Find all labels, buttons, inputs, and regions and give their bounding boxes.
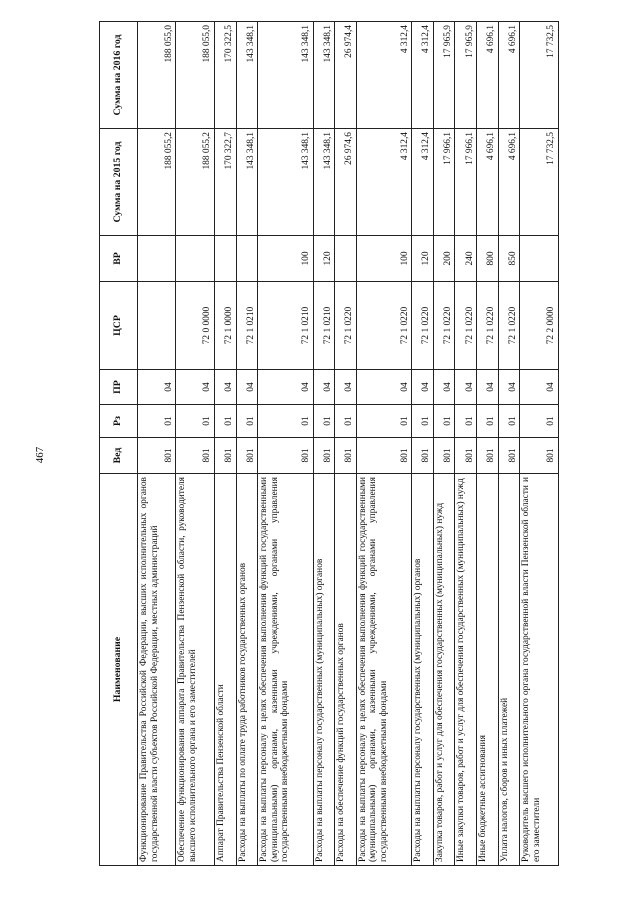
row-vr: 100	[356, 236, 411, 282]
row-rz: 01	[412, 405, 434, 438]
row-sum-2015: 143 348,1	[313, 129, 335, 236]
row-csr: 72 1 0220	[498, 282, 520, 370]
row-pr: 04	[412, 370, 434, 405]
row-vr	[176, 236, 214, 282]
row-pr: 04	[356, 370, 411, 405]
row-sum-2015: 143 348,1	[236, 129, 258, 236]
row-ved: 801	[214, 438, 236, 474]
row-sum-2016: 4 312,4	[412, 22, 434, 129]
row-pr: 04	[313, 370, 335, 405]
row-pr: 04	[335, 370, 357, 405]
row-csr: 72 2 0000	[520, 282, 559, 370]
table-row	[236, 22, 258, 866]
row-csr: 72 1 0220	[335, 282, 357, 370]
row-name: Расходы на выплаты персоналу государственных (муниципальных) органов	[313, 474, 335, 866]
row-pr: 04	[138, 370, 176, 405]
row-ved: 801	[455, 438, 477, 474]
row-sum-2015: 17 966,1	[433, 129, 455, 236]
row-name: Расходы на выплаты персоналу в целях обеспечения выполнения функций государственными (муниципальными) органами, казенными учреждениями, органами управления государственными внебюджетными фондами	[356, 474, 411, 866]
row-sum-2016: 143 348,1	[236, 22, 258, 129]
table-row	[258, 22, 313, 866]
row-csr: 72 0 0000	[176, 282, 214, 370]
row-ved: 801	[520, 438, 559, 474]
row-rz: 01	[214, 405, 236, 438]
budget-table	[99, 21, 559, 866]
row-pr: 04	[455, 370, 477, 405]
table-row	[412, 22, 434, 866]
row-rz: 01	[313, 405, 335, 438]
table-row	[335, 22, 357, 866]
row-sum-2015: 4 696,1	[477, 129, 499, 236]
row-sum-2015: 17 732,5	[520, 129, 559, 236]
row-ved: 801	[477, 438, 499, 474]
row-csr	[138, 282, 176, 370]
row-csr: 72 1 0220	[433, 282, 455, 370]
row-sum-2016: 4 696,1	[477, 22, 499, 129]
row-rz: 01	[176, 405, 214, 438]
row-sum-2015: 4 696,1	[498, 129, 520, 236]
row-pr: 04	[258, 370, 313, 405]
row-vr	[520, 236, 559, 282]
table-row	[138, 22, 176, 866]
table-row	[455, 22, 477, 866]
row-vr	[236, 236, 258, 282]
header-vr: ВР	[100, 236, 138, 282]
row-rz: 01	[433, 405, 455, 438]
row-name: Расходы на обеспечение функций государственных органов	[335, 474, 357, 866]
row-sum-2015: 170 322,7	[214, 129, 236, 236]
row-vr: 120	[313, 236, 335, 282]
table-row	[313, 22, 335, 866]
row-ved: 801	[236, 438, 258, 474]
header-name: Наименование	[100, 474, 138, 866]
row-sum-2016: 17 732,5	[520, 22, 559, 129]
table-row	[433, 22, 455, 866]
row-sum-2016: 4 696,1	[498, 22, 520, 129]
row-ved: 801	[313, 438, 335, 474]
row-vr: 240	[455, 236, 477, 282]
row-rz: 01	[335, 405, 357, 438]
row-vr: 850	[498, 236, 520, 282]
row-pr: 04	[176, 370, 214, 405]
row-name: Расходы на выплаты персоналу в целях обеспечения выполнения функций государственными (муниципальными) органами, казенными учреждениями, органами управления государственными внебюджетными фондами	[258, 474, 313, 866]
page-number: 467	[34, 446, 46, 464]
row-name: Закупка товаров, работ и услуг для обеспечения государственных (муниципальных) нужд	[433, 474, 455, 866]
row-ved: 801	[412, 438, 434, 474]
row-csr: 72 1 0220	[412, 282, 434, 370]
row-sum-2015: 4 312,4	[356, 129, 411, 236]
row-sum-2015: 188 055,2	[176, 129, 214, 236]
row-rz: 01	[455, 405, 477, 438]
row-csr: 72 1 0220	[455, 282, 477, 370]
header-pr: ПР	[100, 370, 138, 405]
row-sum-2015: 143 348,1	[258, 129, 313, 236]
row-rz: 01	[356, 405, 411, 438]
row-sum-2016: 26 974,4	[335, 22, 357, 129]
row-vr: 120	[412, 236, 434, 282]
row-pr: 04	[433, 370, 455, 405]
row-rz: 01	[520, 405, 559, 438]
row-vr	[138, 236, 176, 282]
row-sum-2015: 26 974,6	[335, 129, 357, 236]
row-ved: 801	[356, 438, 411, 474]
row-rz: 01	[138, 405, 176, 438]
row-ved: 801	[138, 438, 176, 474]
header-sum-2015: Сумма на 2015 год	[100, 129, 138, 236]
table-row	[498, 22, 520, 866]
row-vr: 200	[433, 236, 455, 282]
row-sum-2016: 143 348,1	[313, 22, 335, 129]
row-rz: 01	[236, 405, 258, 438]
table-row	[520, 22, 559, 866]
header-ved: Вед	[100, 438, 138, 474]
row-sum-2016: 188 055,0	[176, 22, 214, 129]
table-row	[214, 22, 236, 866]
table-row	[477, 22, 499, 866]
row-ved: 801	[176, 438, 214, 474]
row-sum-2016: 143 348,1	[258, 22, 313, 129]
row-rz: 01	[258, 405, 313, 438]
row-name: Функционирование Правительства Российской Федерации, высших исполнительных органов государственной власти субъектов Российской Федерации, местных администраций	[138, 474, 176, 866]
row-name: Иные бюджетные ассигнования	[477, 474, 499, 866]
row-sum-2015: 188 055,2	[138, 129, 176, 236]
row-vr: 800	[477, 236, 499, 282]
row-name: Аппарат Правительства Пензенской области	[214, 474, 236, 866]
row-csr: 72 1 0220	[356, 282, 411, 370]
row-name: Уплата налогов, сборов и иных платежей	[498, 474, 520, 866]
budget-table-container	[99, 22, 559, 866]
row-sum-2016: 17 965,9	[433, 22, 455, 129]
row-ved: 801	[258, 438, 313, 474]
row-name: Расходы на выплаты персоналу государственных (муниципальных) органов	[412, 474, 434, 866]
row-rz: 01	[477, 405, 499, 438]
row-name: Расходы на выплаты по оплате труда работников государственных органов	[236, 474, 258, 866]
row-ved: 801	[335, 438, 357, 474]
row-rz: 01	[498, 405, 520, 438]
row-sum-2015: 4 312,4	[412, 129, 434, 236]
row-sum-2016: 188 055,0	[138, 22, 176, 129]
row-csr: 72 1 0220	[477, 282, 499, 370]
table-row	[356, 22, 411, 866]
row-ved: 801	[433, 438, 455, 474]
row-csr: 72 1 0000	[214, 282, 236, 370]
header-csr: ЦСР	[100, 282, 138, 370]
row-pr: 04	[477, 370, 499, 405]
row-pr: 04	[498, 370, 520, 405]
row-sum-2016: 17 965,9	[455, 22, 477, 129]
row-pr: 04	[520, 370, 559, 405]
row-csr: 72 1 0210	[236, 282, 258, 370]
row-vr	[214, 236, 236, 282]
row-sum-2016: 4 312,4	[356, 22, 411, 129]
row-pr: 04	[236, 370, 258, 405]
header-rz: Рз	[100, 405, 138, 438]
row-name: Иные закупки товаров, работ и услуг для обеспечения государственных (муниципальных) нужд	[455, 474, 477, 866]
row-ved: 801	[498, 438, 520, 474]
row-sum-2016: 170 322,5	[214, 22, 236, 129]
row-name: Обеспечение функционирования аппарата Правительства Пензенской области, руководителя высшего исполнительного органа и его заместителей	[176, 474, 214, 866]
row-pr: 04	[214, 370, 236, 405]
header-sum-2016: Сумма на 2016 год	[100, 22, 138, 129]
row-csr: 72 1 0210	[313, 282, 335, 370]
row-csr: 72 1 0210	[258, 282, 313, 370]
row-sum-2015: 17 966,1	[455, 129, 477, 236]
table-header-row	[100, 22, 138, 866]
row-name: Руководитель высшего исполнительного органа государственной власти Пензенской области и его заместители	[520, 474, 559, 866]
row-vr	[335, 236, 357, 282]
table-row	[176, 22, 214, 866]
row-vr: 100	[258, 236, 313, 282]
